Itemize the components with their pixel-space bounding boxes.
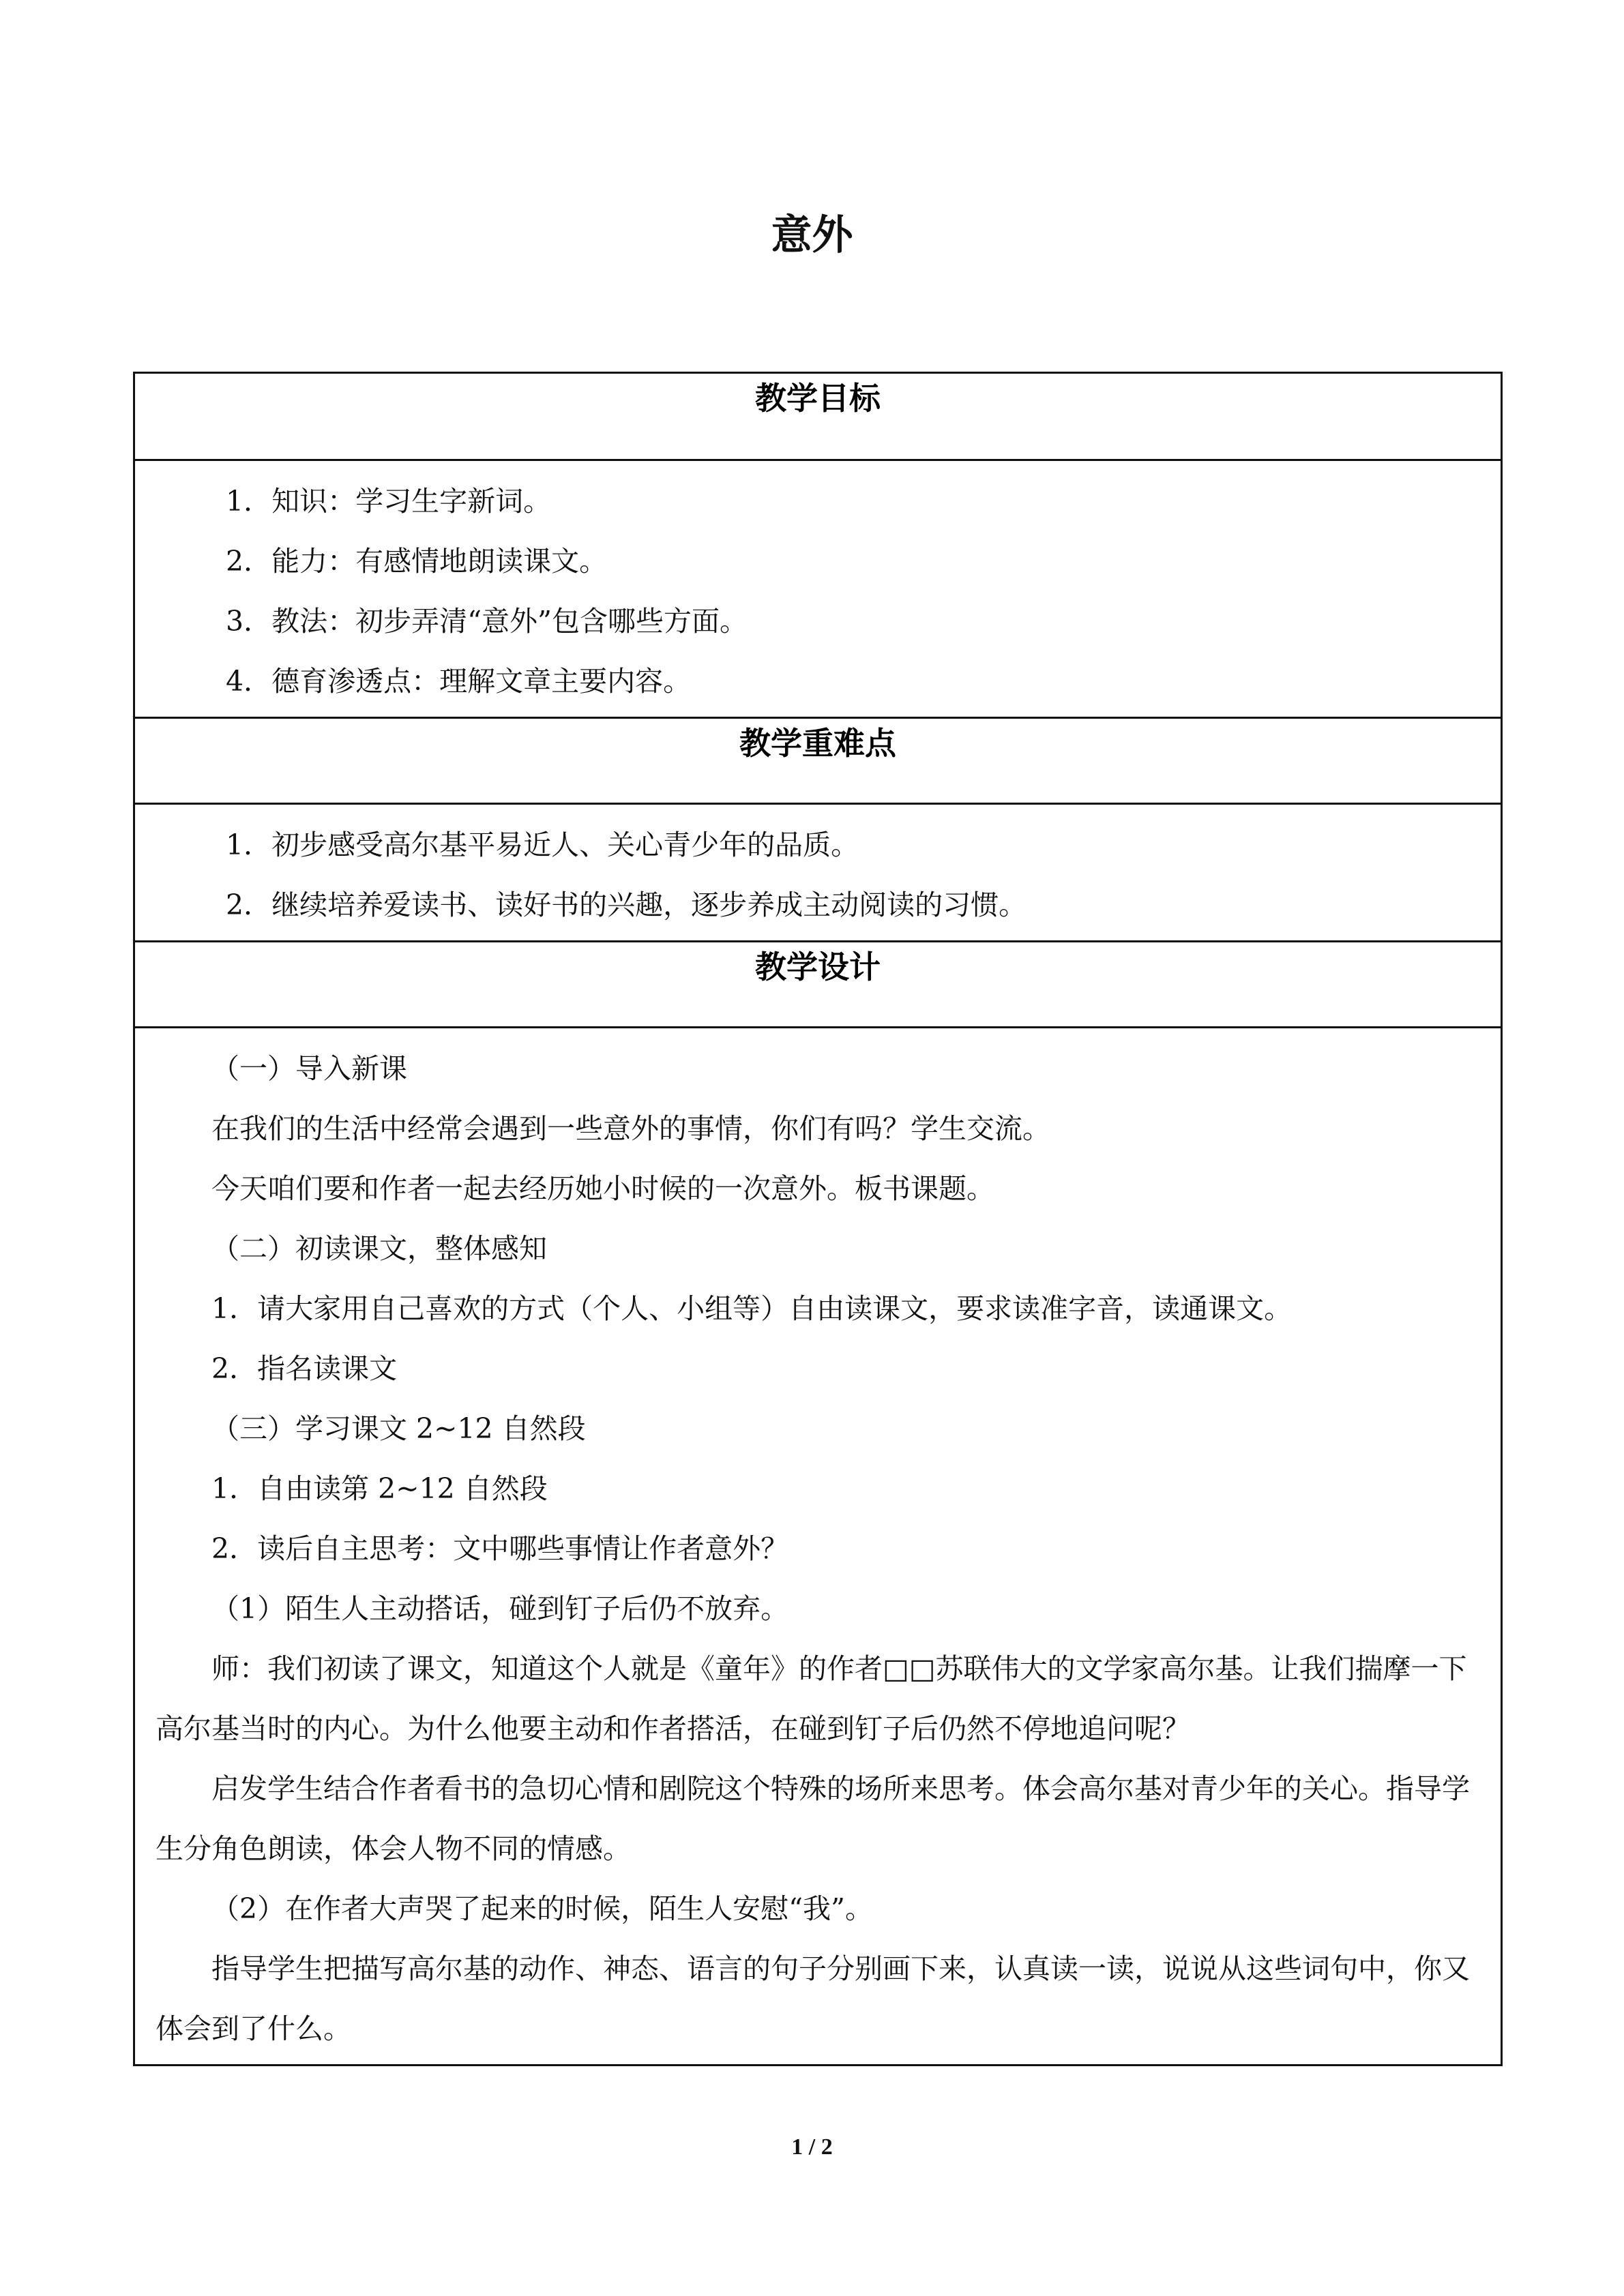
design-paragraph: （2）在作者大声哭了起来的时候，陌生人安慰“我”。: [211, 1892, 874, 1925]
design-paragraph: 启发学生结合作者看书的急切心情和剧院这个特殊的场所来思考。体会高尔基对青少年的关心。指导学生分角色朗读，体会人物不同的情感。: [156, 1772, 1470, 1865]
lesson-plan-table: [133, 372, 1503, 2066]
design-paragraph: 1．自由读第 2~12 自然段: [211, 1472, 548, 1505]
design-paragraph: （一）导入新课: [211, 1052, 407, 1085]
design-paragraph: （1）陌生人主动搭话，碰到钉子后仍不放弃。: [211, 1592, 789, 1625]
design-paragraph: （二）初读课文，整体感知: [211, 1232, 547, 1265]
objective-item: 1．知识：学习生字新词。: [226, 485, 552, 518]
design-heading: 教学设计: [134, 942, 1502, 1028]
design-paragraph: 指导学生把描写高尔基的动作、神态、语言的句子分别画下来，认真读一读，说说从这些词句中，你又体会到了什么。: [156, 1952, 1470, 2045]
key-point-item: 1．初步感受高尔基平易近人、关心青少年的品质。: [226, 829, 859, 861]
objective-item: 4．德育渗透点：理解文章主要内容。: [226, 665, 692, 698]
key-points-heading: 教学重难点: [134, 718, 1502, 804]
design-paragraph: （三）学习课文 2~12 自然段: [211, 1412, 586, 1445]
objective-item: 3．教法：初步弄清“意外”包含哪些方面。: [226, 605, 748, 638]
design-paragraph: 师：我们初读了课文，知道这个人就是《童年》的作者□□苏联伟大的文学家高尔基。让我们揣摩一下高尔基当时的内心。为什么他要主动和作者搭活，在碰到钉子后仍然不停地追问呢？: [156, 1652, 1467, 1745]
design-paragraph: 2．读后自主思考：文中哪些事情让作者意外？: [211, 1532, 789, 1565]
objectives-cell: [134, 460, 1502, 718]
objective-item: 2．能力：有感情地朗读课文。: [226, 545, 608, 578]
design-paragraph: 今天咱们要和作者一起去经历她小时候的一次意外。板书课题。: [211, 1172, 994, 1205]
document-title: 意外: [771, 211, 853, 259]
design-cell: [134, 1028, 1502, 2066]
design-paragraph: 2．指名读课文: [211, 1352, 398, 1385]
key-point-item: 2．继续培养爱读书、读好书的兴趣，逐步养成主动阅读的习惯。: [226, 889, 1027, 921]
page-number: 1 / 2: [791, 2134, 833, 2160]
design-paragraph: 在我们的生活中经常会遇到一些意外的事情，你们有吗？学生交流。: [211, 1112, 1050, 1145]
objectives-heading: 教学目标: [134, 373, 1502, 460]
design-paragraph: 1．请大家用自己喜欢的方式（个人、小组等）自由读课文，要求读准字音，读通课文。: [211, 1292, 1293, 1325]
key-points-cell: [134, 804, 1502, 942]
